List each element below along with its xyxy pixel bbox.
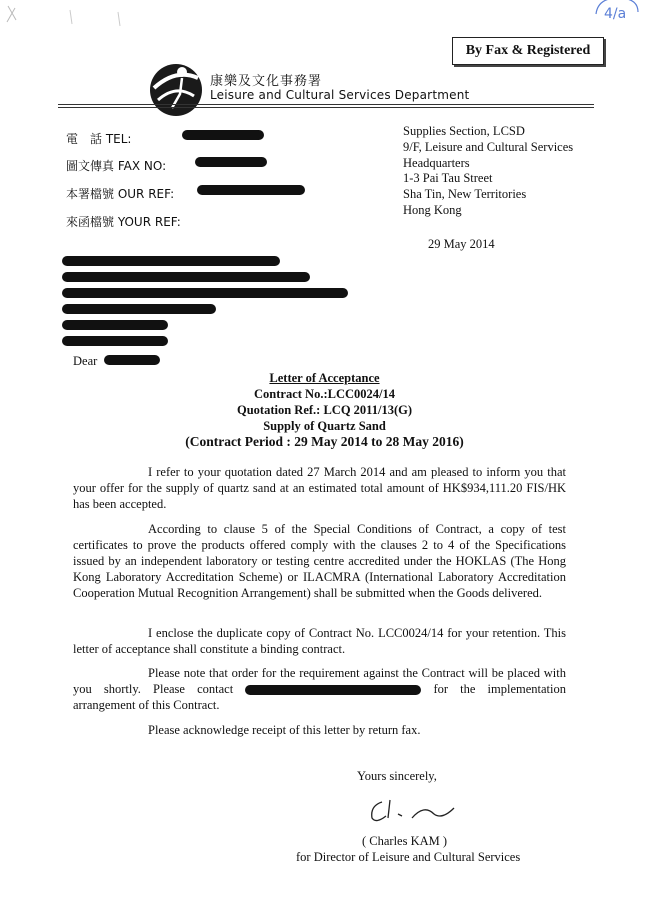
our-ref-label: 本署檔號 OUR REF: <box>66 187 175 201</box>
redacted-tel <box>182 130 264 140</box>
contract-number: Contract No.:LCC0024/14 <box>254 387 395 401</box>
header-rule-2 <box>58 107 594 108</box>
redacted-recipient-line <box>62 288 348 298</box>
redacted-recipient-line <box>62 272 310 282</box>
corner-note: 4/a <box>604 6 627 22</box>
address-line: Supplies Section, LCSD <box>403 124 525 138</box>
signatory-title: for Director of Leisure and Cultural Services <box>296 850 521 864</box>
sender-address <box>403 124 573 219</box>
paragraph-acknowledge: Please acknowledge receipt of this letter by return fax. <box>148 723 421 737</box>
address-line: Sha Tin, New Territories <box>403 187 527 202</box>
redacted-recipient-line <box>62 336 168 346</box>
paragraph-duplicate-copy: I enclose the duplicate copy of Contract No. LCC0024/14 for your retention. This letter of acceptance shall constitute a binding contract. <box>73 626 566 656</box>
address-line: 9/F, Leisure and Cultural Services <box>403 139 574 154</box>
redacted-fax <box>195 157 267 167</box>
redacted-our-ref <box>197 185 305 195</box>
salutation: Dear <box>73 354 98 368</box>
fax-registered-stamp: By Fax & Registered <box>452 37 604 65</box>
your-ref-label: 來函檔號 YOUR REF: <box>66 215 181 229</box>
handwritten-page-tag-icon <box>592 0 642 28</box>
paragraph-test-certificates: According to clause 5 of the Special Conditions of Contract, a copy of test certificates to prove the products offered comply with the clauses 2 to 4 of the Specifications issued by an independent laboratory or testing centre accredited under the HOKLAS (The Hong Kong Laboratory Accreditation Scheme) or ILACMRA (International Laboratory Accreditation Cooperation Mutual Recognition Arrangement) shall be submitted when the Goods delivered. <box>73 522 566 600</box>
signatory-name: ( Charles KAM ) <box>362 834 448 848</box>
department-name-chinese: 康樂及文化事務署 <box>210 74 323 89</box>
fax-label: 圖文傳真 FAX NO: <box>66 159 167 173</box>
quotation-reference: Quotation Ref.: LCQ 2011/13(G) <box>237 403 412 417</box>
supply-subject: Supply of Quartz Sand <box>263 419 386 433</box>
redacted-recipient-line <box>62 304 216 314</box>
paragraph-order-contact: Please note that order for the requirement against the Contract will be placed with you shortly. Please contact for the implementation arrangement of this Contract. <box>73 666 566 712</box>
address-line: 1-3 Pai Tau Street <box>403 171 493 186</box>
letter-date: 29 May 2014 <box>428 237 495 251</box>
paragraph-acceptance: I refer to your quotation dated 27 March 2014 and am pleased to inform you that your offer for the supply of quartz sand at an estimated total amount of HK$934,111.20 FIS/HK has been accepted. <box>73 465 566 511</box>
letter-title: Letter of Acceptance <box>269 371 380 385</box>
signature-icon <box>368 796 458 826</box>
scan-marks-icon <box>0 0 140 30</box>
tel-label: 電 話 TEL: <box>66 132 132 146</box>
redacted-recipient-line <box>62 256 280 266</box>
redacted-contact <box>245 685 421 695</box>
valediction: Yours sincerely, <box>357 769 437 783</box>
address-line: Hong Kong <box>403 202 462 217</box>
department-name-english: Leisure and Cultural Services Department <box>210 88 470 102</box>
lcsd-logo-icon <box>146 58 204 118</box>
header-rule <box>58 104 594 105</box>
contract-period: (Contract Period : 29 May 2014 to 28 May 2016) <box>185 434 464 449</box>
address-line: Headquarters <box>403 155 470 170</box>
redacted-recipient-line <box>62 320 168 330</box>
redacted-recipient-name <box>104 355 160 365</box>
